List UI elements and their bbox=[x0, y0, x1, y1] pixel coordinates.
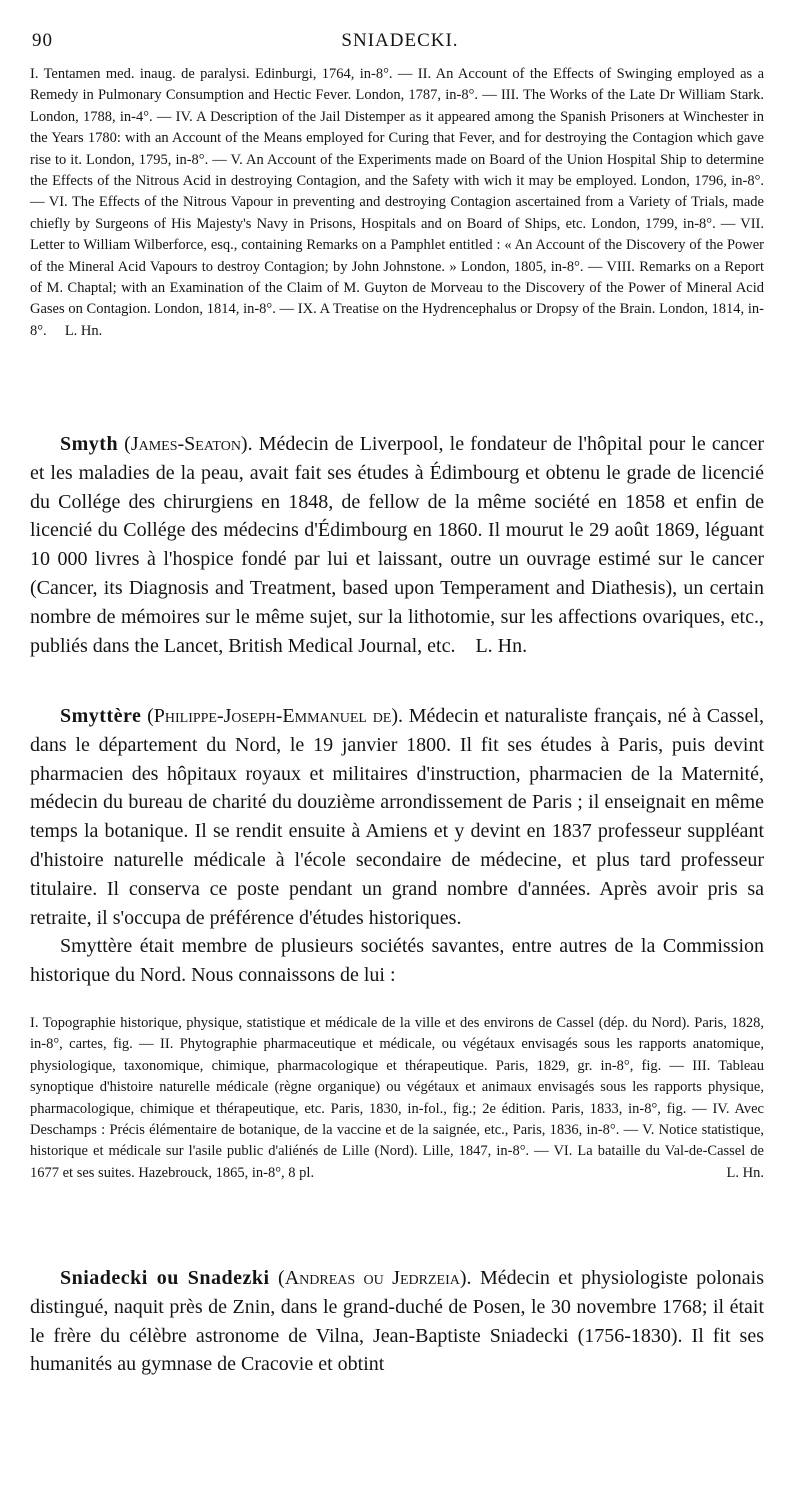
page-number: 90 bbox=[32, 30, 53, 51]
entry-smyth bbox=[30, 430, 764, 660]
author-signature: L. Hn. bbox=[475, 634, 528, 657]
entry-body: Médecin et physiologiste polonais distingué, naquit près de Znin, dans le grand-duché de Posen, le 30 novembre 1768; il était le frère du célèbre astronome de Vilna, Jean-Baptiste Sniadecki (1756-1830). Il fit ses humanités au gymnase de Cracovie et obtint bbox=[30, 1267, 765, 1376]
entry-body-paragraph-2: Smyttère était membre de plusieurs sociétés savantes, entre autres de la Commission historique du Nord. Nous connaissons de lui : bbox=[30, 935, 764, 987]
bibliography-smith bbox=[30, 64, 764, 342]
author-signature: L. Hn. bbox=[726, 1165, 764, 1182]
entry-heading-name: Smyth bbox=[60, 433, 119, 455]
running-title: SNIADECKI. bbox=[341, 30, 459, 51]
author-signature: L. Hn. bbox=[64, 322, 103, 339]
entry-sniadecki bbox=[30, 1264, 764, 1379]
entry-heading-given: (Andreas ou Jedrzeia). bbox=[278, 1267, 472, 1289]
entry-heading-name: Smyttère bbox=[60, 705, 142, 727]
entry-smyttere bbox=[30, 702, 764, 990]
bibliography-smyttere bbox=[30, 1013, 764, 1185]
bibliography-smyttere-text: I. Topographie historique, physique, statistique et médicale de la ville et des environs de Cassel (dép. du Nord). Paris, 1828, in-8°, cartes, fig. — II. Phytographie pharmaceutique et médicale, ou végétaux envisagés sous les rapports anatomique, physiologique, taxonomique, chimique, pharmacologique et thérapeutique. Paris, 1829, gr. in-8°, fig. — III. Tableau synoptique d'histoire naturelle médicale (règne organique) ou végétaux et animaux envisagés sous les rapports physique, pharmacologique, chimique et thérapeutique, etc. Paris, 1830, in-fol., fig.; 2e édition. Paris, 1833, in-8°, fig. — IV. Avec Deschamps : Précis élémentaire de botanique, de la vaccine et de la saignée, etc., Paris, 1836, in-8°. — V. Notice statistique, historique et médicale sur l'asile public d'aliénés de Lille (Nord). Lille, 1847, in-8°. — VI. La bataille du Val-de-Cassel de 1677 et ses suites. Hazebrouck, 1865, in-8°, 8 pl. bbox=[30, 1015, 764, 1181]
entry-body: Médecin et naturaliste français, né à Cassel, dans le département du Nord, le 19 janvier 1800. Il fit ses études à Paris, puis devint pharmacien des hôpitaux royaux et militaires d'instruction, pharmacien de la Maternité, médecin du bureau de charité du douzième arrondissement de Paris ; il enseignait en même temps la botanique. Il se rendit ensuite à Amiens et y devint en 1837 professeur suppléant d'histoire naturelle médicale à l'école secondaire de médecine, et plus tard professeur titulaire. Il conserva ce poste pendant un grand nombre d'années. Après avoir pris sa retraite, il s'occupa de préférence d'études historiques. bbox=[30, 705, 765, 929]
entry-heading-name: Sniadecki ou Snadezki bbox=[60, 1267, 270, 1289]
running-head bbox=[30, 30, 770, 56]
bibliography-smith-text: I. Tentamen med. inaug. de paralysi. Edinburgi, 1764, in-8°. — II. An Account of the Effects of Swinging employed as a Remedy in Pulmonary Consumption and Hectic Fever. London, 1787, in-8°. — III. The Works of the Late Dr William Stark. London, 1788, in-4°. — IV. A Description of the Jail Distemper as it appeared among the Spanish Prisoners at Winchester in the Years 1780: with an Account of the Means employed for Curing that Fever, and for destroying the Contagion which gave rise to it. London, 1795, in-8°. — V. An Account of the Experiments made on Board of the Union Hospital Ship to determine the Effects of the Nitrous Acid in destroying Contagion, and the Safety with wich it may be employed. London, 1796, in-8°. — VI. The Effects of the Nitrous Vapour in preventing and destroying Contagion ascertained from a Variety of Trials, made chiefly by Surgeons of His Majesty's Navy in Prisons, Hospitals and on Board of Ships, etc. London, 1799, in-8°. — VII. Letter to William Wilberforce, esq., containing Remarks on a Pamphlet entitled : « An Account of the Discovery of the Power of the Mineral Acid Vapours to destroy Contagion; by John Johnstone. » London, 1805, in-8°. — VIII. Remarks on a Report of M. Chaptal; with an Examination of the Claim of M. Guyton de Morveau to the Discovery of the Power of Mineral Acid Gases on Contagion. London, 1814, in-8°. — IX. A Treatise on the Hydrencephalus or Dropsy of the Brain. London, 1814, in-8°. bbox=[30, 66, 764, 339]
entry-heading-given: (James-Seaton). bbox=[124, 433, 253, 455]
entry-heading-given: (Philippe-Joseph-Emmanuel de). bbox=[147, 705, 404, 727]
entry-body: Médecin de Liverpool, le fondateur de l'hôpital pour le cancer et les maladies de la peau, avait fait ses études à Édimbourg et obtenu le grade de licencié du Collége des chirurgiens en 1848, de fellow de la même société en 1858 et enfin de licencié du Collége des médecins d'Édimbourg en 1860. Il mourut le 29 août 1869, léguant 10 000 livres à l'hospice fondé par lui et laissant, outre un ouvrage estimé sur le cancer (Cancer, its Diagnosis and Treatment, based upon Temperament and Diathesis), un certain nombre de mémoires sur le même sujet, sur la lithotomie, sur les affections ovariques, etc., publiés dans the Lancet, British Medical Journal, etc. bbox=[30, 433, 765, 657]
